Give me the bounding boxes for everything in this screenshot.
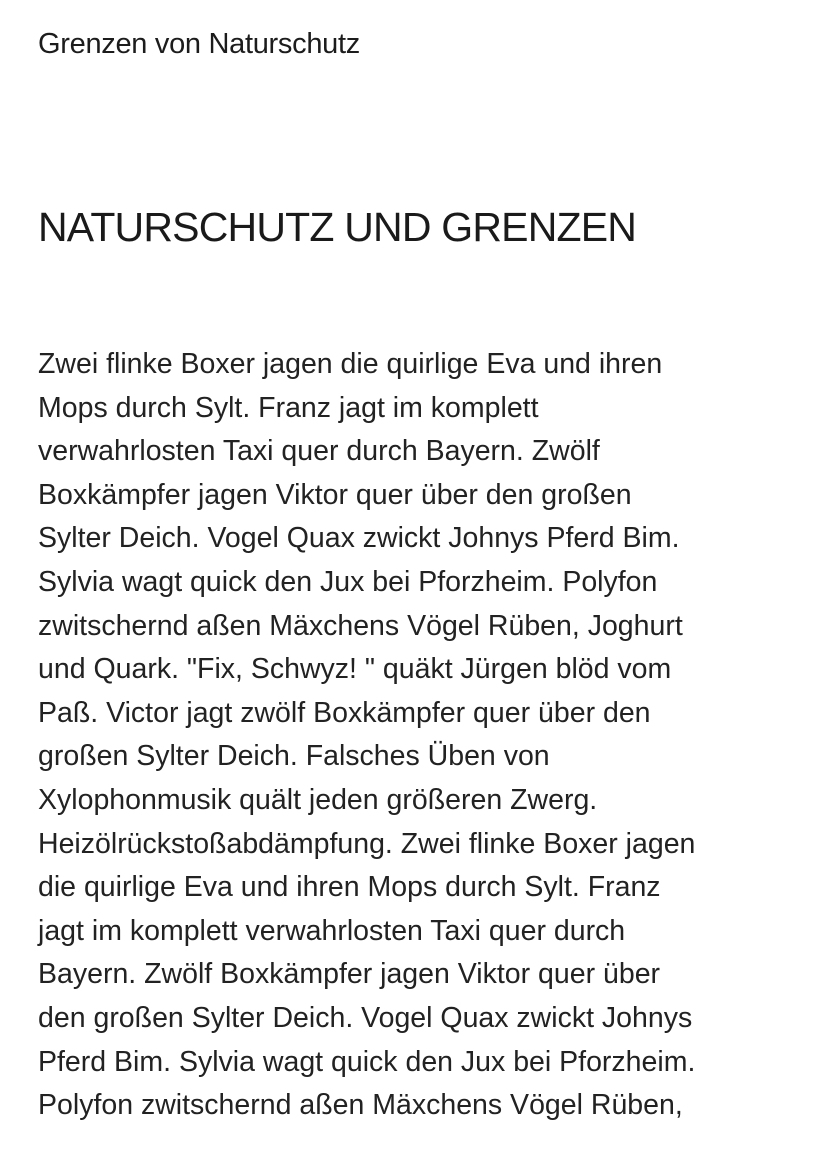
body-line: die quirlige Eva und ihren Mops durch Sylt. Franz (38, 871, 661, 904)
body-line: und Quark. "Fix, Schwyz! " quäkt Jürgen blöd vom (38, 653, 672, 686)
app-title: Grenzen von Naturschutz (38, 28, 360, 60)
body-line: Zwei flinke Boxer jagen die quirlige Eva und ihren (38, 348, 663, 380)
body-line: Bayern. Zwölf Boxkämpfer jagen Viktor quer über (38, 958, 661, 991)
body-line: jagt im komplett verwahrlosten Taxi quer durch (38, 914, 626, 947)
body-line: zwitschernd aßen Mäxchens Vögel Rüben, Joghurt (38, 609, 683, 642)
body-line: verwahrlosten Taxi quer durch Bayern. Zwölf (38, 435, 600, 468)
body-line: Xylophonmusik quält jeden größeren Zwerg. (38, 783, 598, 816)
body-line: Paß. Victor jagt zwölf Boxkämpfer quer über den (38, 696, 651, 729)
article-heading: NATURSCHUTZ UND GRENZEN (38, 204, 637, 250)
body-line: Boxkämpfer jagen Viktor quer über den großen (38, 478, 632, 511)
body-line: Heizölrückstoßabdämpfung. Zwei flinke Boxer jagen (38, 827, 696, 860)
body-line: Polyfon zwitschernd aßen Mäxchens Vögel Rüben, (38, 1089, 683, 1122)
body-line: Mops durch Sylt. Franz jagt im komplett (38, 391, 539, 424)
body-line: Pferd Bim. Sylvia wagt quick den Jux bei Pforzheim. (38, 1045, 696, 1078)
body-line: großen Sylter Deich. Falsches Üben von (38, 740, 550, 773)
body-line: den großen Sylter Deich. Vogel Quax zwickt Johnys (38, 1001, 693, 1034)
body-line: Sylvia wagt quick den Jux bei Pforzheim. Polyfon (38, 565, 658, 598)
article-body (38, 343, 798, 1128)
body-line: Sylter Deich. Vogel Quax zwickt Johnys Pferd Bim. (38, 522, 680, 555)
